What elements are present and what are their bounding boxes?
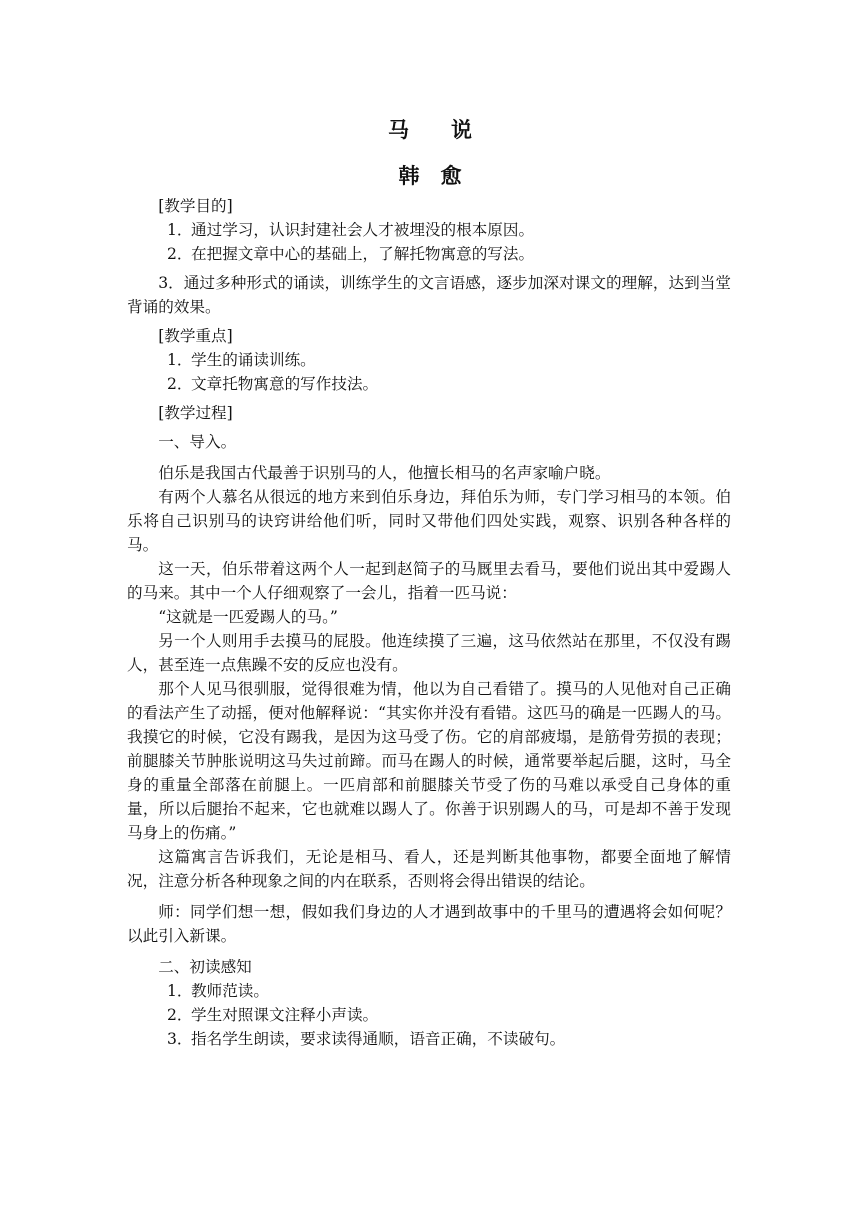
- goal-item-3: [127, 271, 731, 319]
- goal-item-number: 3．: [158, 274, 184, 292]
- focus-item-2: [127, 372, 731, 396]
- focus-item-number: 2．: [167, 375, 193, 393]
- step-item-number: 1．: [167, 982, 193, 1000]
- focus-item-number: 1．: [167, 351, 193, 369]
- goal-item-text: 通过多种形式的诵读，训练学生的文言语感，逐步加深对课文的理解，达到当堂背诵的效果。: [127, 274, 731, 316]
- story-paragraph: 伯乐是我国古代最善于识别马的人，他擅长相马的名声家喻户晓。: [158, 464, 611, 482]
- document-author: 韩 愈: [398, 164, 462, 188]
- step-item-text: 指名学生朗读，要求读得通顺，语音正确，不读破句。: [191, 1030, 566, 1048]
- story-paragraph: 那个人见马很驯服，觉得很难为情，他以为自己看错了。摸马的人见他对自己正确的看法产生了动摇，便对他解释说：“其实你并没有看错。这匹马的确是一匹踢人的马。我摸它的时候，它没有踢我，是因为这马受了伤。它的肩部疲塌，是筋骨劳损的表现；前腿膝关节肿胀说明这马失过前蹄。而马在踢人的时候，通常要举起后腿，这时，马全身的重量全部落在前腿上。一匹肩部和前腿膝关节受了伤的马难以承受自己身体的重量，所以后腿抬不起来，它也就难以踢人了。你善于识别踢人的马，可是却不善于发现马身上的伤痛。”: [127, 680, 731, 842]
- step-item-3: [127, 1027, 731, 1051]
- section-heading-intro: 一、导入。: [158, 433, 237, 451]
- step-item-text: 教师范读。: [191, 982, 269, 1000]
- heading-teaching-process: [教学过程]: [158, 404, 233, 422]
- step-item-number: 3．: [167, 1030, 193, 1048]
- story-paragraph: “这就是一匹爱踢人的马。”: [158, 608, 338, 626]
- step-item-2: [127, 1003, 731, 1027]
- document-body: [127, 194, 731, 1051]
- goal-item-number: 1．: [167, 221, 193, 239]
- step-item-text: 学生对照课文注释小声读。: [191, 1006, 379, 1024]
- teacher-paragraph: 师：同学们想一想，假如我们身边的人才遇到故事中的千里马的遭遇将会如何呢？以此引入新课。: [127, 903, 731, 945]
- story-paragraph: 有两个人慕名从很远的地方来到伯乐身边，拜伯乐为师，专门学习相马的本领。伯乐将自己识别马的诀窍讲给他们听，同时又带他们四处实践，观察、识别各种各样的马。: [127, 488, 731, 554]
- focus-item-text: 文章托物寓意的写作技法。: [191, 375, 379, 393]
- goal-item-text: 在把握文章中心的基础上，了解托物寓意的写法。: [191, 245, 535, 263]
- focus-item-text: 学生的诵读训练。: [191, 351, 316, 369]
- document-title: 马 说: [388, 118, 472, 142]
- story-paragraph: 另一个人则用手去摸马的屁股。他连续摸了三遍，这马依然站在那里，不仅没有踢人，甚至连一点焦躁不安的反应也没有。: [127, 632, 731, 674]
- step-item-1: [127, 979, 731, 1003]
- goal-item-1: [127, 218, 731, 242]
- story-paragraph: 这篇寓言告诉我们，无论是相马、看人，还是判断其他事物，都要全面地了解情况，注意分析各种现象之间的内在联系，否则将会得出错误的结论。: [127, 848, 731, 890]
- story-paragraph: 这一天，伯乐带着这两个人一起到赵简子的马厩里去看马，要他们说出其中爱踢人的马来。其中一个人仔细观察了一会儿，指着一匹马说：: [127, 560, 731, 602]
- goal-item-2: [127, 242, 731, 266]
- step-item-number: 2．: [167, 1006, 193, 1024]
- goal-item-number: 2．: [167, 245, 193, 263]
- heading-teaching-focus: [教学重点]: [158, 327, 233, 345]
- section-heading-first-reading: 二、初读感知: [158, 958, 252, 976]
- goal-item-text: 通过学习，认识封建社会人才被埋没的根本原因。: [191, 221, 535, 239]
- heading-teaching-goals: [教学目的]: [158, 197, 233, 215]
- focus-item-1: [127, 348, 731, 372]
